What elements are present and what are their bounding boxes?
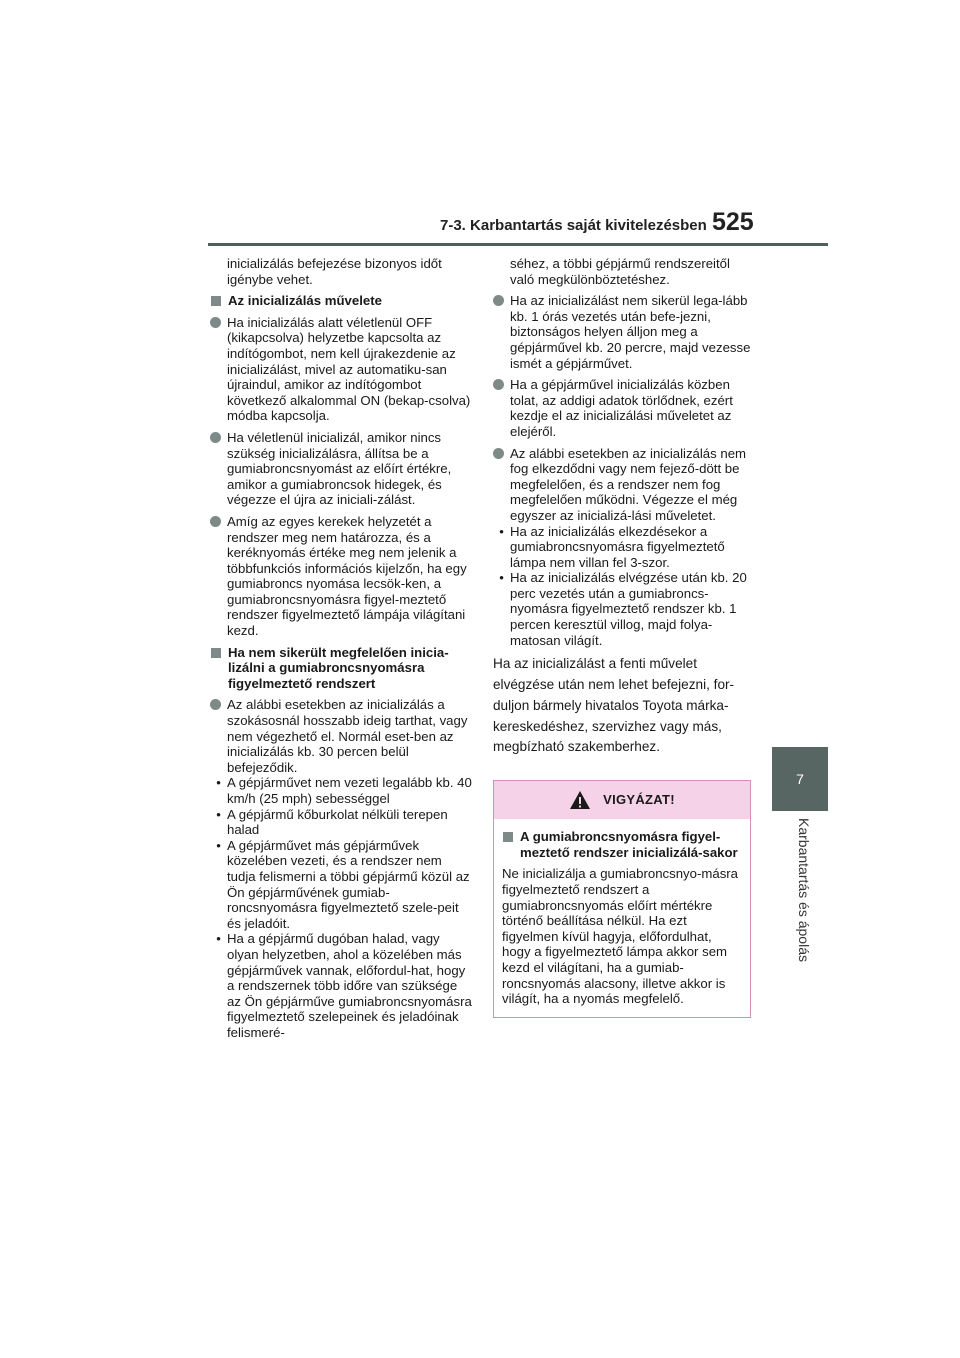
closing-line: duljon bármely hivatalos Toyota márka-	[493, 697, 729, 713]
warning-header	[494, 781, 750, 819]
sub-item	[210, 931, 472, 1040]
page-number: 525	[712, 208, 754, 236]
right-column	[493, 256, 755, 1018]
left-column	[210, 256, 472, 1047]
bullet-mark: •	[216, 775, 221, 791]
sub-item-text: A gépjármű kőburkolat nélküli terepen halad	[227, 806, 448, 838]
sub-item	[493, 570, 755, 648]
list-item	[210, 315, 472, 424]
square-bullet-icon	[503, 832, 513, 842]
circle-bullet-icon	[210, 516, 221, 527]
bullet-mark: •	[216, 931, 221, 947]
square-bullet-icon	[211, 296, 221, 306]
closing-paragraph	[493, 654, 755, 758]
warning-body	[494, 819, 750, 1017]
warning-title: VIGYÁZAT!	[603, 792, 675, 808]
closing-line: megbízható szakemberhez.	[493, 739, 660, 755]
chapter-tab[interactable]	[772, 747, 828, 811]
list-item	[493, 293, 755, 371]
sub-item-text: Ha a gépjármű dugóban halad, vagy olyan helyzetben, ahol a közelében más gépjárművek vannak, előfordul-hat, hogy a rendszernek több időre van szüksége az Ön gépjárműve gumiabroncsnyomásra figyelmeztető szelepeinek és jeladóinak felismeré-	[227, 931, 472, 1040]
item-text: Ha az inicializálást nem sikerül lega-lább kb. 1 órás vezetés után befe-jezni, biztonságos helyen álljon meg a gépjárművel kb. 20 percre, majd vezesse ismét a gépjárművet.	[510, 293, 751, 371]
section-heading	[210, 293, 472, 309]
circle-bullet-icon	[493, 295, 504, 306]
list-item	[493, 377, 755, 439]
circle-bullet-icon	[210, 699, 221, 710]
warning-heading	[502, 829, 742, 860]
warning-text: Ne inicializálja a gumiabroncsnyo-másra figyelmeztető rendszert a gumiabroncsnyomás előírt mértékre történő beállítása nélkül. Ha ezt figyelmen kívül hagyja, előfordulhat, hogy a figyelmeztető lámpa akkor sem kezd el világítani, ha a gumiab-roncsnyomás alacsony, illetve akkor is világít, ha a nyomás megfelelő.	[502, 866, 739, 1007]
closing-line: kereskedéshez, szervizhez vagy más,	[493, 718, 722, 734]
section-heading	[210, 645, 472, 692]
chapter-number: 7	[796, 771, 804, 787]
square-bullet-icon	[211, 648, 221, 658]
list-item	[210, 697, 472, 775]
intro-paragraph: inicializálás befejezése bizonyos időt igénybe vehet.	[227, 256, 442, 287]
closing-line: elvégzése után nem lehet befejezni, for-	[493, 677, 735, 693]
sub-item-text: Ha az inicializálás elkezdésekor a gumiabroncsnyomásra figyelmeztető lámpa nem villan fel 3-szor.	[510, 523, 725, 570]
bullet-mark: •	[499, 523, 504, 539]
bullet-mark: •	[216, 837, 221, 853]
circle-bullet-icon	[493, 379, 504, 390]
heading-text: A gumiabroncsnyomásra figyel-meztető rendszer inicializálá-sakor	[520, 829, 738, 860]
section-title: 7-3. Karbantartás saját kivitelezésben	[440, 217, 707, 234]
circle-bullet-icon	[210, 432, 221, 443]
sub-item	[210, 838, 472, 932]
sub-item-text: Ha az inicializálás elvégzése után kb. 20 perc vezetés után a gumiabroncs-nyomásra figyelmeztető rendszer kb. 1 percen keresztül villog, majd folya-matosan világít.	[510, 570, 747, 648]
header-rule	[208, 243, 828, 246]
item-text: Amíg az egyes kerekek helyzetét a rendszer meg nem határozza, és a keréknyomás értéke meg nem jelenik a többfunkciós információs kijelzőn, ha egy gumiabroncs nyomása lecsök-ken, a gumiabroncsnyomásra figyel-meztető rendszer figyelmeztető lámpája világítani kezd.	[227, 513, 467, 639]
sub-list	[210, 775, 472, 1040]
sub-item	[210, 807, 472, 838]
list-item	[210, 430, 472, 508]
list-item	[493, 446, 755, 524]
item-text: Az alábbi esetekben az inicializálás nem fog elkezdődni vagy nem fejező-dött be megfelelően, és a rendszer nem fog megfelelően működni. Végezze el még egyszer az inicializá-lási műveletet.	[510, 445, 747, 523]
bullet-mark: •	[216, 806, 221, 822]
circle-bullet-icon	[493, 448, 504, 459]
sub-item	[493, 524, 755, 571]
chapter-label: Karbantartás és ápolás	[796, 818, 812, 962]
heading-text: Ha nem sikerült megfelelően inicia-lizálni a gumiabroncsnyomásra figyelmeztető rendszert	[228, 644, 449, 691]
closing-line: Ha az inicializálást a fenti művelet	[493, 656, 697, 672]
sub-item-text: A gépjárművet nem vezeti legalább kb. 40 km/h (25 mph) sebességgel	[227, 775, 472, 806]
continuation-paragraph: séhez, a többi gépjármű rendszereitől való megkülönböztetéshez.	[510, 256, 730, 287]
warning-triangle-icon	[569, 790, 591, 810]
item-text: Ha inicializálás alatt véletlenül OFF (kikapcsolva) helyzetbe kapcsolta az indítógombot, nem kell újrakezdenie az inicializálást, mivel az automatiku-san újraindul, amikor az indítógombot következő alkalommal ON (bekap-csolva) módba kapcsolja.	[227, 314, 471, 424]
sub-item	[210, 775, 472, 806]
item-text: Ha véletlenül inicializál, amikor nincs szükség inicializálásra, állítsa be a gumiabroncsnyomást az előírt értékre, amikor a gumiabroncsok hidegek, és végezze el újra az iniciali-zálást.	[227, 429, 452, 508]
list-item	[210, 514, 472, 639]
bullet-mark: •	[499, 570, 504, 586]
heading-text: Az inicializálás művelete	[228, 293, 382, 309]
sub-item-text: A gépjárművet más gépjárművek közelében vezeti, és a rendszer nem tudja felismerni a többi gépjármű közül az Ön gépjárművének gumiab-roncsnyomásra figyelmeztető szele-peit és jeladóit.	[227, 837, 470, 931]
circle-bullet-icon	[210, 317, 221, 328]
warning-box	[493, 780, 751, 1018]
item-text: Ha a gépjárművel inicializálás közben tolat, az addigi adatok törlődnek, ezért kezdje el az inicializálási műveletet az elejéről.	[510, 377, 733, 439]
sub-list	[493, 524, 755, 649]
item-text: Az alábbi esetekben az inicializálás a szokásosnál hosszabb ideig tarthat, vagy nem végezhető el. Normál eset-ben az inicializálás kb. 30 percen belül befejeződik.	[227, 697, 468, 775]
